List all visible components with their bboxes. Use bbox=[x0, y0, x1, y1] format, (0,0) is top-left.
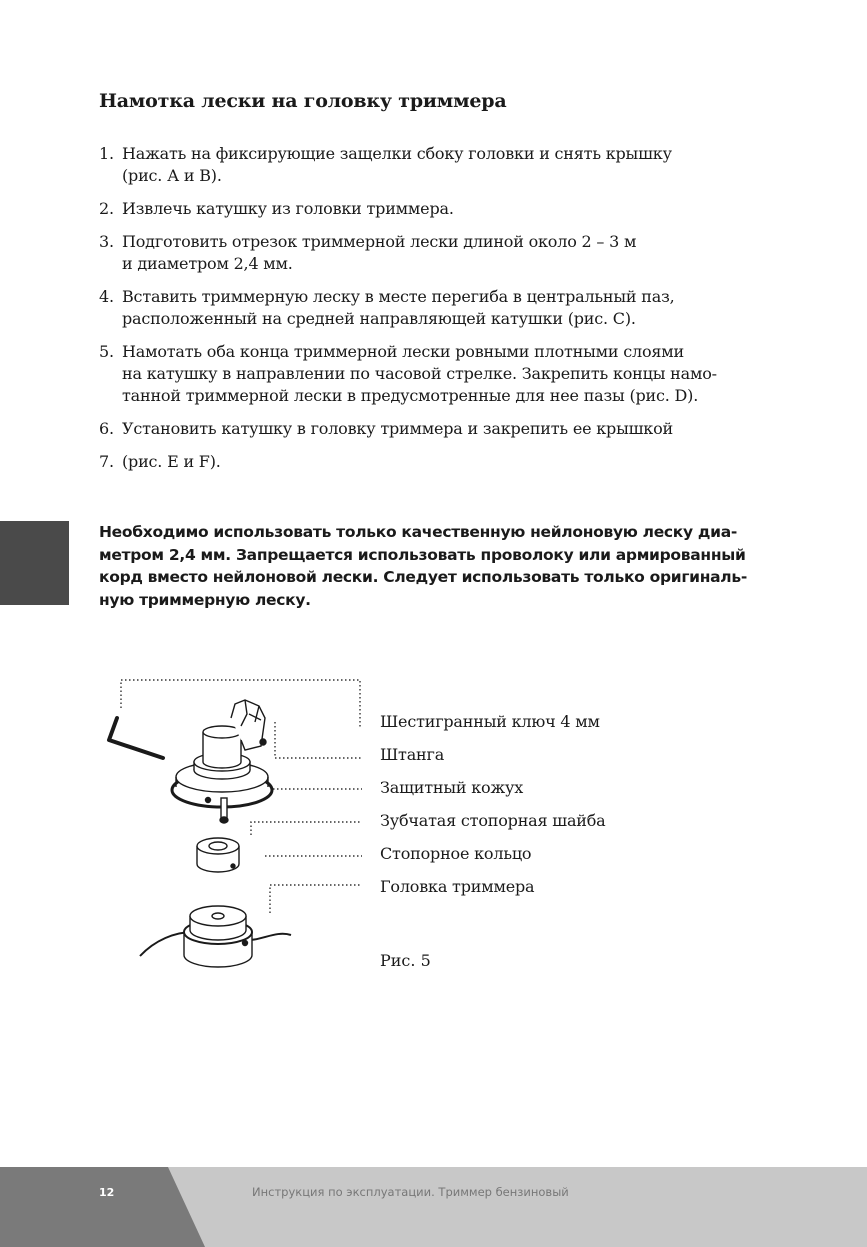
page-number: 12 bbox=[99, 1186, 115, 1199]
step-text: Вставить триммерную леску в месте перегиба в центральный паз, расположенный на средней направляющей катушки (рис. С). bbox=[122, 287, 675, 328]
footer-document-title: Инструкция по эксплуатации. Триммер бензиновый bbox=[252, 1185, 569, 1199]
label-lock-ring: Стопорное кольцо bbox=[380, 844, 532, 863]
trimmer-head-assembly-diagram bbox=[95, 670, 385, 990]
toothed-lock-washer-icon bbox=[197, 838, 239, 872]
step-text: (рис. E и F). bbox=[122, 452, 221, 471]
figure-caption: Рис. 5 bbox=[380, 951, 431, 970]
label-hex-key: Шестигранный ключ 4 мм bbox=[380, 712, 600, 731]
hex-key-icon bbox=[109, 718, 163, 758]
figure-labels bbox=[380, 711, 606, 909]
step-item bbox=[99, 286, 799, 330]
step-item bbox=[99, 418, 799, 440]
step-number: 7. bbox=[99, 452, 114, 471]
step-item bbox=[99, 198, 799, 220]
step-item bbox=[99, 231, 799, 275]
step-text: Установить катушку в головку триммера и закрепить ее крышкой bbox=[122, 419, 673, 438]
leader-line-lock-washer bbox=[251, 822, 362, 835]
step-number: 2. bbox=[99, 199, 114, 218]
label-guard: Защитный кожух bbox=[380, 778, 524, 797]
step-number: 1. bbox=[99, 144, 114, 163]
section-side-tab bbox=[0, 521, 69, 605]
step-number: 4. bbox=[99, 287, 114, 306]
page-footer bbox=[0, 1167, 867, 1247]
warning-note: Необходимо использовать только качественную нейлоновую леску диа- метром 2,4 мм. Запрещается использовать проволоку или армированный корд вместо нейлоновой лески. Следует использовать только оригиналь- ную триммерную леску. bbox=[99, 523, 747, 609]
step-number: 3. bbox=[99, 232, 114, 251]
steps-list bbox=[99, 143, 799, 484]
leader-line-trimmer-head bbox=[270, 885, 362, 913]
step-item bbox=[99, 143, 799, 187]
step-text: Подготовить отрезок триммерной лески длиной около 2 – 3 м и диаметром 2,4 мм. bbox=[122, 232, 637, 273]
step-text: Извлечь катушку из головки триммера. bbox=[122, 199, 454, 218]
label-trimmer-head: Головка триммера bbox=[380, 877, 535, 896]
step-item bbox=[99, 341, 799, 407]
step-number: 5. bbox=[99, 342, 114, 361]
step-text: Нажать на фиксирующие защелки сбоку головки и снять крышку (рис. А и В). bbox=[122, 144, 672, 185]
label-lock-washer: Зубчатая стопорная шайба bbox=[380, 811, 606, 830]
leader-line-shaft bbox=[275, 722, 362, 758]
shaft-icon bbox=[203, 700, 266, 768]
step-item bbox=[99, 451, 799, 473]
step-number: 6. bbox=[99, 419, 114, 438]
trimmer-head-icon bbox=[140, 906, 291, 967]
page-title: Намотка лески на головку триммера bbox=[99, 90, 507, 112]
label-shaft: Штанга bbox=[380, 745, 445, 764]
step-text: Намотать оба конца триммерной лески ровными плотными слоями на катушку в направлении по часовой стрелке. Закрепить концы намо- танной триммерной лески в предусмотренные для нее пазы (рис. D). bbox=[122, 342, 717, 405]
